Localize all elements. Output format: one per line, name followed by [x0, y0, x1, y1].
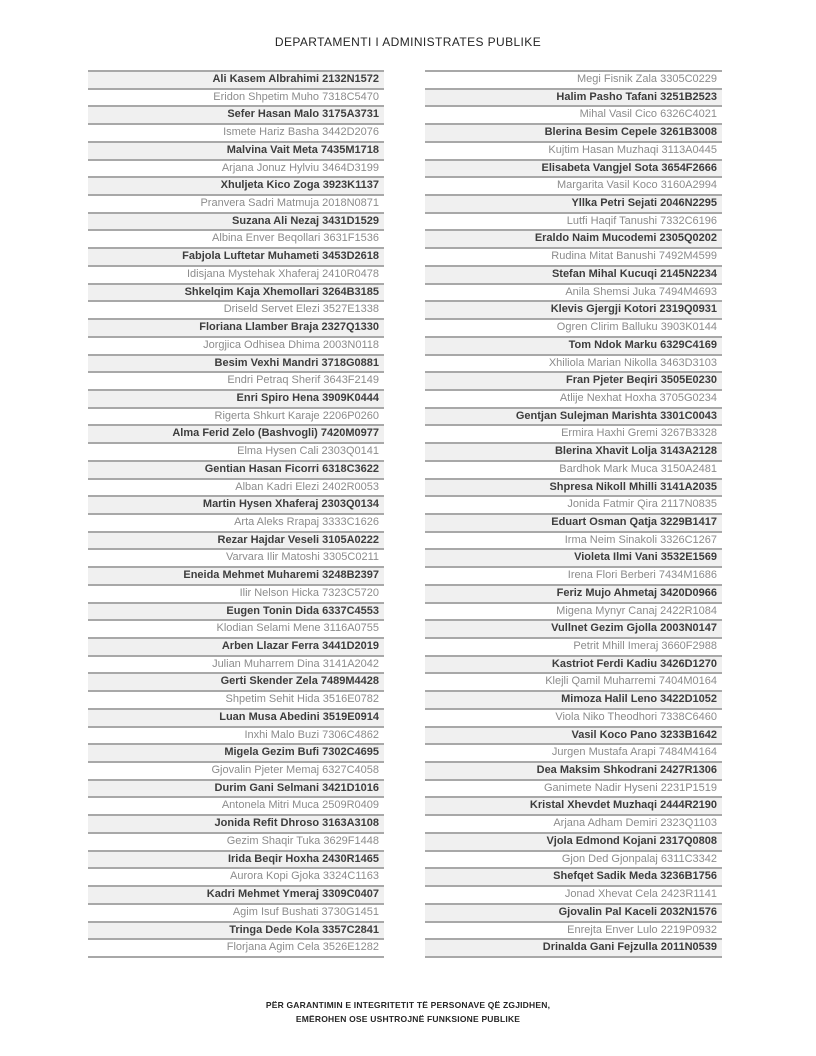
table-row: Gentjan Sulejman Marishta 3301C0043: [425, 409, 722, 427]
table-row: Violeta Ilmi Vani 3532E1569: [425, 550, 722, 568]
table-row: Pranvera Sadri Matmuja 2018N0871: [88, 196, 384, 214]
table-row: Gjon Ded Gjonpalaj 6311C3342: [425, 852, 722, 870]
table-row: Arjana Jonuz Hylviu 3464D3199: [88, 161, 384, 179]
table-row: Tom Ndok Marku 6329C4169: [425, 338, 722, 356]
table-row: Driseld Servet Elezi 3527E1338: [88, 302, 384, 320]
table-row: Jurgen Mustafa Arapi 7484M4164: [425, 745, 722, 763]
table-row: Eneida Mehmet Muharemi 3248B2397: [88, 568, 384, 586]
table-row: Mihal Vasil Cico 6326C4021: [425, 107, 722, 125]
table-row: Jonida Refit Dhroso 3163A3108: [88, 816, 384, 834]
table-row: Rezar Hajdar Veseli 3105A0222: [88, 533, 384, 551]
table-row: Arben Llazar Ferra 3441D2019: [88, 639, 384, 657]
table-row: Gerti Skender Zela 7489M4428: [88, 674, 384, 692]
table-row: Jonad Xhevat Cela 2423R1141: [425, 887, 722, 905]
table-row: Ganimete Nadir Hyseni 2231P1519: [425, 781, 722, 799]
table-row: Endri Petraq Sherif 3643F2149: [88, 373, 384, 391]
table-row: Antonela Mitri Muca 2509R0409: [88, 798, 384, 816]
table-row: Gjovalin Pjeter Memaj 6327C4058: [88, 763, 384, 781]
table-row: Ali Kasem Albrahimi 2132N1572: [88, 72, 384, 90]
table-row: Kristal Xhevdet Muzhaqi 2444R2190: [425, 798, 722, 816]
table-row: Eugen Tonin Dida 6337C4553: [88, 604, 384, 622]
table-row: Irena Flori Berberi 7434M1686: [425, 568, 722, 586]
table-row: Blerina Besim Cepele 3261B3008: [425, 125, 722, 143]
table-row: Elisabeta Vangjel Sota 3654F2666: [425, 161, 722, 179]
table-row: Gentian Hasan Ficorri 6318C3622: [88, 462, 384, 480]
table-row: Irma Neim Sinakoli 3326C1267: [425, 533, 722, 551]
table-row: Arta Aleks Rrapaj 3333C1626: [88, 515, 384, 533]
table-row: Gjovalin Pal Kaceli 2032N1576: [425, 905, 722, 923]
table-row: Kujtim Hasan Muzhaqi 3113A0445: [425, 143, 722, 161]
table-row: Fran Pjeter Beqiri 3505E0230: [425, 373, 722, 391]
table-row: Alma Ferid Zelo (Bashvogli) 7420M0977: [88, 426, 384, 444]
table-row: Petrit Mhill Imeraj 3660F2988: [425, 639, 722, 657]
table-row: Lutfi Haqif Tanushi 7332C6196: [425, 214, 722, 232]
table-row: Jonida Fatmir Qira 2117N0835: [425, 497, 722, 515]
table-row: Anila Shemsi Juka 7494M4693: [425, 285, 722, 303]
table-row: Eridon Shpetim Muho 7318C5470: [88, 90, 384, 108]
table-row: Shpetim Sehit Hida 3516E0782: [88, 692, 384, 710]
table-row: Megi Fisnik Zala 3305C0229: [425, 72, 722, 90]
table-row: Luan Musa Abedini 3519E0914: [88, 710, 384, 728]
footer-line-1: PËR GARANTIMIN E INTEGRITETIT TË PERSONAVE QË ZGJIDHEN,: [265, 1000, 551, 1010]
table-row: Vullnet Gezim Gjolla 2003N0147: [425, 621, 722, 639]
footer-line-2: EMËROHEN OSE USHTROJNË FUNKSIONE PUBLIKE: [295, 1013, 521, 1024]
table-row: Xhuljeta Kico Zoga 3923K1137: [88, 178, 384, 196]
table-row: Rudina Mitat Banushi 7492M4599: [425, 249, 722, 267]
table-row: Vjola Edmond Kojani 2317Q0808: [425, 834, 722, 852]
table-row: Idisjana Mystehak Xhaferaj 2410R0478: [88, 267, 384, 285]
table-row: Ermira Haxhi Gremi 3267B3328: [425, 426, 722, 444]
table-row: Shpresa Nikoll Mhilli 3141A2035: [425, 480, 722, 498]
table-row: Eraldo Naim Mucodemi 2305Q0202: [425, 231, 722, 249]
table-row: Stefan Mihal Kucuqi 2145N2234: [425, 267, 722, 285]
table-row: Floriana Llamber Braja 2327Q1330: [88, 320, 384, 338]
table-row: Malvina Vait Meta 7435M1718: [88, 143, 384, 161]
table-row: Viola Niko Theodhori 7338C6460: [425, 710, 722, 728]
table-row: Enrejta Enver Lulo 2219P0932: [425, 923, 722, 941]
table-row: Drinalda Gani Fejzulla 2011N0539: [425, 940, 722, 958]
name-table-right: [425, 70, 722, 958]
name-table-left: [88, 70, 384, 958]
table-row: Shkelqim Kaja Xhemollari 3264B3185: [88, 285, 384, 303]
table-row: Julian Muharrem Dina 3141A2042: [88, 657, 384, 675]
table-row: Migena Mynyr Canaj 2422R1084: [425, 604, 722, 622]
table-row: Xhiliola Marian Nikolla 3463D3103: [425, 356, 722, 374]
table-row: Halim Pasho Tafani 3251B2523: [425, 90, 722, 108]
table-row: Varvara Ilir Matoshi 3305C0211: [88, 550, 384, 568]
table-row: Feriz Mujo Ahmetaj 3420D0966: [425, 586, 722, 604]
table-row: Arjana Adham Demiri 2323Q1103: [425, 816, 722, 834]
table-row: Mimoza Halil Leno 3422D1052: [425, 692, 722, 710]
table-row: Inxhi Malo Buzi 7306C4862: [88, 728, 384, 746]
table-row: Klevis Gjergji Kotori 2319Q0931: [425, 302, 722, 320]
table-row: Sefer Hasan Malo 3175A3731: [88, 107, 384, 125]
table-row: Bardhok Mark Muca 3150A2481: [425, 462, 722, 480]
table-row: Fabjola Luftetar Muhameti 3453D2618: [88, 249, 384, 267]
footer-note: [0, 999, 816, 1026]
table-row: Kadri Mehmet Ymeraj 3309C0407: [88, 887, 384, 905]
table-row: Eduart Osman Qatja 3229B1417: [425, 515, 722, 533]
table-row: Agim Isuf Bushati 3730G1451: [88, 905, 384, 923]
table-row: Suzana Ali Nezaj 3431D1529: [88, 214, 384, 232]
table-row: Shefqet Sadik Meda 3236B1756: [425, 869, 722, 887]
table-row: Martin Hysen Xhaferaj 2303Q0134: [88, 497, 384, 515]
table-row: Dea Maksim Shkodrani 2427R1306: [425, 763, 722, 781]
table-row: Atlije Nexhat Hoxha 3705G0234: [425, 391, 722, 409]
table-row: Albina Enver Beqollari 3631F1536: [88, 231, 384, 249]
page-title: DEPARTAMENTI I ADMINISTRATES PUBLIKE: [274, 35, 542, 49]
table-row: Irida Beqir Hoxha 2430R1465: [88, 852, 384, 870]
table-row: Jorgjica Odhisea Dhima 2003N0118: [88, 338, 384, 356]
table-row: Klodian Selami Mene 3116A0755: [88, 621, 384, 639]
table-row: Margarita Vasil Koco 3160A2994: [425, 178, 722, 196]
table-row: Tringa Dede Kola 3357C2841: [88, 923, 384, 941]
table-row: Kastriot Ferdi Kadiu 3426D1270: [425, 657, 722, 675]
table-row: Klejli Qamil Muharremi 7404M0164: [425, 674, 722, 692]
table-row: Gezim Shaqir Tuka 3629F1448: [88, 834, 384, 852]
table-row: Vasil Koco Pano 3233B1642: [425, 728, 722, 746]
table-row: Florjana Agim Cela 3526E1282: [88, 940, 384, 958]
table-row: Ogren Clirim Balluku 3903K0144: [425, 320, 722, 338]
table-row: Ilir Nelson Hicka 7323C5720: [88, 586, 384, 604]
table-row: Rigerta Shkurt Karaje 2206P0260: [88, 409, 384, 427]
table-row: Migela Gezim Bufi 7302C4695: [88, 745, 384, 763]
table-row: Elma Hysen Cali 2303Q0141: [88, 444, 384, 462]
table-row: Alban Kadri Elezi 2402R0053: [88, 480, 384, 498]
table-row: Besim Vexhi Mandri 3718G0881: [88, 356, 384, 374]
table-row: Yllka Petri Sejati 2046N2295: [425, 196, 722, 214]
table-row: Enri Spiro Hena 3909K0444: [88, 391, 384, 409]
table-row: Blerina Xhavit Lolja 3143A2128: [425, 444, 722, 462]
table-row: Ismete Hariz Basha 3442D2076: [88, 125, 384, 143]
table-row: Durim Gani Selmani 3421D1016: [88, 781, 384, 799]
table-row: Aurora Kopi Gjoka 3324C1163: [88, 869, 384, 887]
